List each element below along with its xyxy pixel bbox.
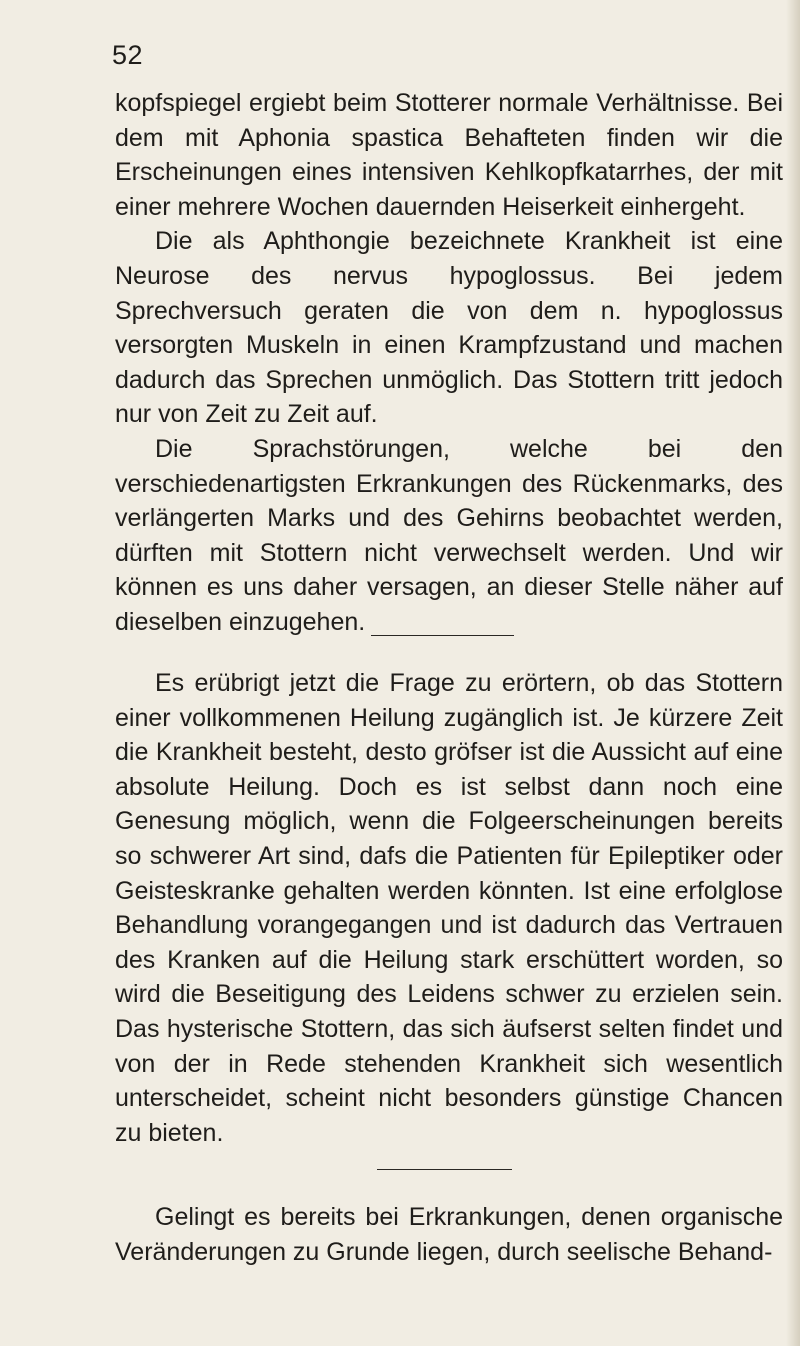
text-section-2 bbox=[115, 666, 783, 1150]
section-divider bbox=[371, 635, 514, 636]
paragraph-aphthongie: Die als Aphthongie bezeichnete Krankheit ist eine Neurose des nervus hypoglossus. Bei jedem Sprechversuch geraten die von dem n. hypoglossus versorgten Muskeln in einen Krampfzustand und machen dadurch das Sprechen unmöglich. Das Stottern tritt jedoch nur von Zeit zu Zeit auf. bbox=[115, 227, 783, 429]
paragraph-heilung: Es erübrigt jetzt die Frage zu erörtern, ob das Stottern einer vollkommenen Heilung zugänglich ist. Je kürzere Zeit die Krankheit besteht, desto gröfser ist die Aussicht auf eine absolute Heilung. Doch es ist selbst dann noch eine Genesung möglich, wenn die Folgeerscheinungen bereits so schwerer Art sind, dafs die Patienten für Epileptiker oder Geisteskranke gehalten werden könnten. Ist eine erfolglose Behandlung vorangegangen und ist dadurch das Vertrauen des Kranken auf die Heilung stark erschüttert worden, so wird die Beseitigung des Leidens schwer zu erzielen sein. Das hysterische Stottern, das sich äufserst selten findet und von der in Rede stehenden Krankheit sich wesentlich unterscheidet, scheint nicht besonders günstige Chancen zu bieten. bbox=[115, 669, 783, 1147]
paragraph-continuation: kopfspiegel ergiebt beim Stotterer normale Verhältnisse. Bei dem mit Aphonia spastica Behafteten finden wir die Erscheinungen eines intensiven Kehlkopfkatarrhes, der mit einer mehrere Wochen dauernden Heiserkeit einhergeht. bbox=[115, 89, 783, 221]
text-section-1 bbox=[115, 86, 783, 640]
paragraph-sprachstoerungen: Die Sprachstörungen, welche bei den verschiedenartigsten Erkrankungen des Rückenmarks, des verlängerten Marks und des Gehirns beobachtet werden, dürften mit Stottern nicht verwechselt werden. Und wir können es uns daher versagen, an dieser Stelle näher auf dieselben einzugehen. bbox=[115, 434, 783, 636]
page-number: 52 bbox=[112, 40, 144, 70]
section-divider bbox=[377, 1169, 512, 1170]
page-edge-shadow bbox=[786, 0, 800, 1346]
paragraph-behandlung: Gelingt es bereits bei Erkrankungen, denen organische Veränderungen zu Grunde liegen, durch seelische Behand- bbox=[115, 1203, 783, 1266]
text-section-3 bbox=[115, 1200, 783, 1269]
